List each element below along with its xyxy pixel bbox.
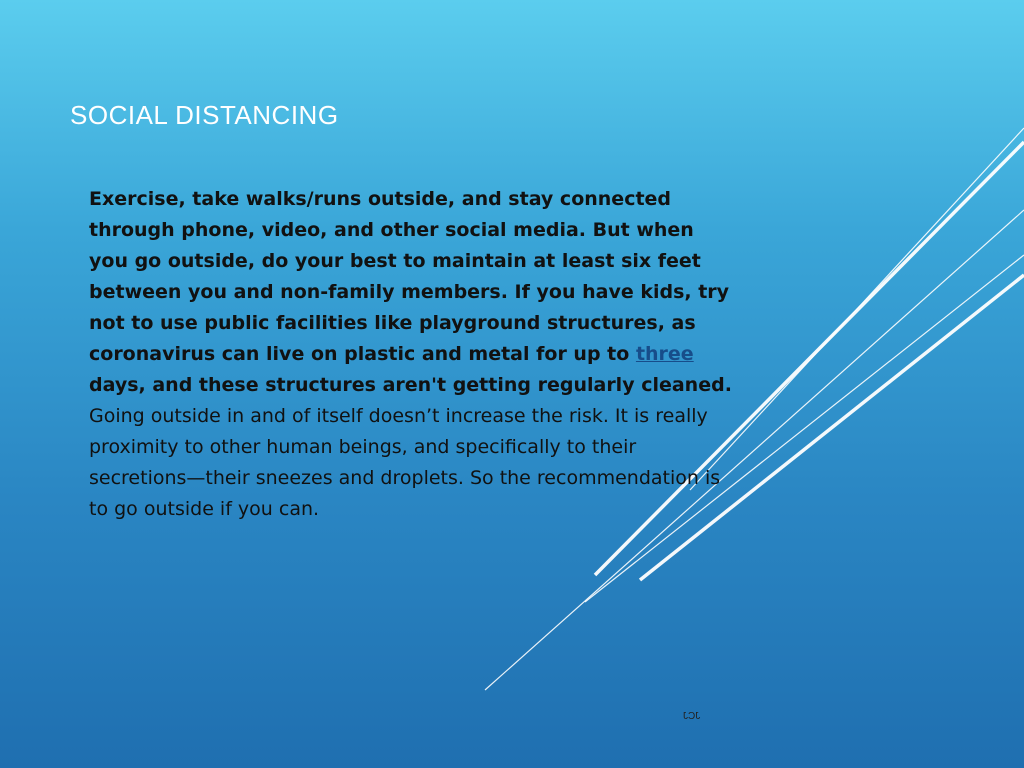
three-days-link[interactable]: three bbox=[635, 343, 694, 365]
paragraph-exercise bbox=[89, 184, 739, 401]
slide-body bbox=[89, 184, 739, 525]
slide-footer: JCJ bbox=[683, 711, 701, 722]
paragraph-exercise-text-1: Exercise, take walks/runs outside, and stay connected through phone, video, and other social media. But when you go outside, do your best to maintain at least six feet between you and non-family members. If you have kids, try not to use public facilities like playground structures, as coronavirus can live on plastic and metal for up to bbox=[89, 188, 730, 365]
deco-line-5 bbox=[690, 128, 1024, 490]
paragraph-going-outside: Going outside in and of itself doesn’t increase the risk. It is really proximity to other human beings, and specifically to their secretions—their sneezes and droplets. So the recommendation is to go outside if you can. bbox=[89, 405, 721, 520]
paragraph-exercise-text-2: days, and these structures aren't getting regularly cleaned. bbox=[89, 374, 732, 396]
slide-title: SOCIAL DISTANCING bbox=[70, 100, 339, 130]
